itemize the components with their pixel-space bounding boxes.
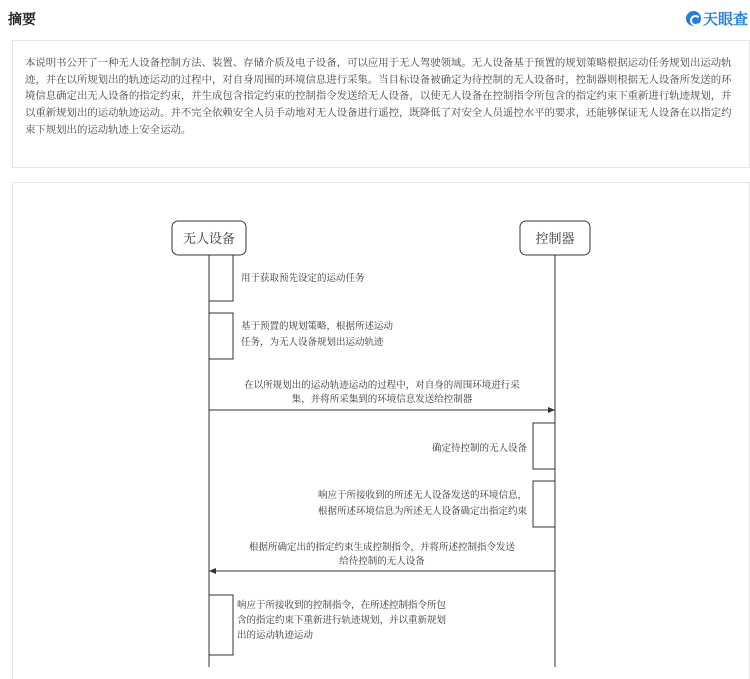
msg1-label-line2: 集，并将所采集到的环境信息发送给控制器 [291, 394, 473, 405]
abstract-box [12, 40, 750, 168]
abstract-text: 本说明书公开了一种无人设备控制方法、装置、存储介质及电子设备，可以应用于无人驾驶领域。无人设备基于预置的规划策略根据运动任务规划出运动轨迹，并在以所规划出的轨迹运动的过程中，对自身周围的环境信息进行采集。当目标设备被确定为待控制的无人设备时，控制器则根据无人设备所发送的环境信息确定出无人设备的指定约束，并生成包含指定约束的控制指令发送给无人设备，以使无人设备在控制指令所包含的指定约束下重新进行轨迹规划，并以重新规划出的运动轨迹运动。并不完全依赖安全人员手动地对无人设备进行遥控，既降低了对安全人员遥控水平的要求，还能够保证无人设备在以指定约束下规划出的运动轨迹上安全运动。 [25, 57, 732, 136]
activation-step5 [209, 595, 233, 655]
section-title: 摘要 [8, 12, 36, 28]
msg2-label-line2: 给待控制的无人设备 [339, 556, 425, 567]
step5-label-line1: 响应于所接收到的控制指令，在所述控制指令所包 [237, 600, 447, 611]
activation-step2 [209, 313, 233, 359]
activation-step3 [533, 423, 555, 469]
participant-right-label: 控制器 [535, 232, 575, 247]
section-header [0, 0, 750, 34]
tianyancha-logo-icon [686, 11, 701, 26]
msg1-label-line1: 在以所规划出的运动轨迹运动的过程中，对自身的周围环境进行采 [244, 380, 520, 391]
brand-name: 天眼查 [702, 10, 748, 28]
step4-label-line1: 响应于所接收到的所述无人设备发送的环境信息， [317, 490, 527, 501]
participant-left-label: 无人设备 [182, 232, 236, 247]
activation-step1 [209, 255, 233, 301]
step1-label: 用于获取预先设定的运动任务 [241, 273, 365, 284]
step5-label-line3: 出的运动轨迹运动 [237, 630, 314, 641]
activation-step4 [533, 481, 555, 527]
brand[interactable] [686, 8, 748, 29]
sequence-diagram [13, 183, 750, 679]
step4-label-line2: 根据所述环境信息为所述无人设备确定出指定约束 [317, 506, 527, 517]
patent-figure [12, 182, 750, 679]
step3-label: 确定待控制的无人设备 [431, 443, 527, 454]
step2-label-line1: 基于预置的规划策略，根据所述运动 [241, 321, 394, 332]
msg2-label-line1: 根据所确定出的指定约束生成控制指令，并将所述控制指令发送 [248, 542, 516, 553]
step5-label-line2: 含的指定约束下重新进行轨迹规划，并以重新规划 [237, 615, 447, 626]
step2-label-line2: 任务，为无人设备规划出运动轨迹 [241, 337, 384, 348]
